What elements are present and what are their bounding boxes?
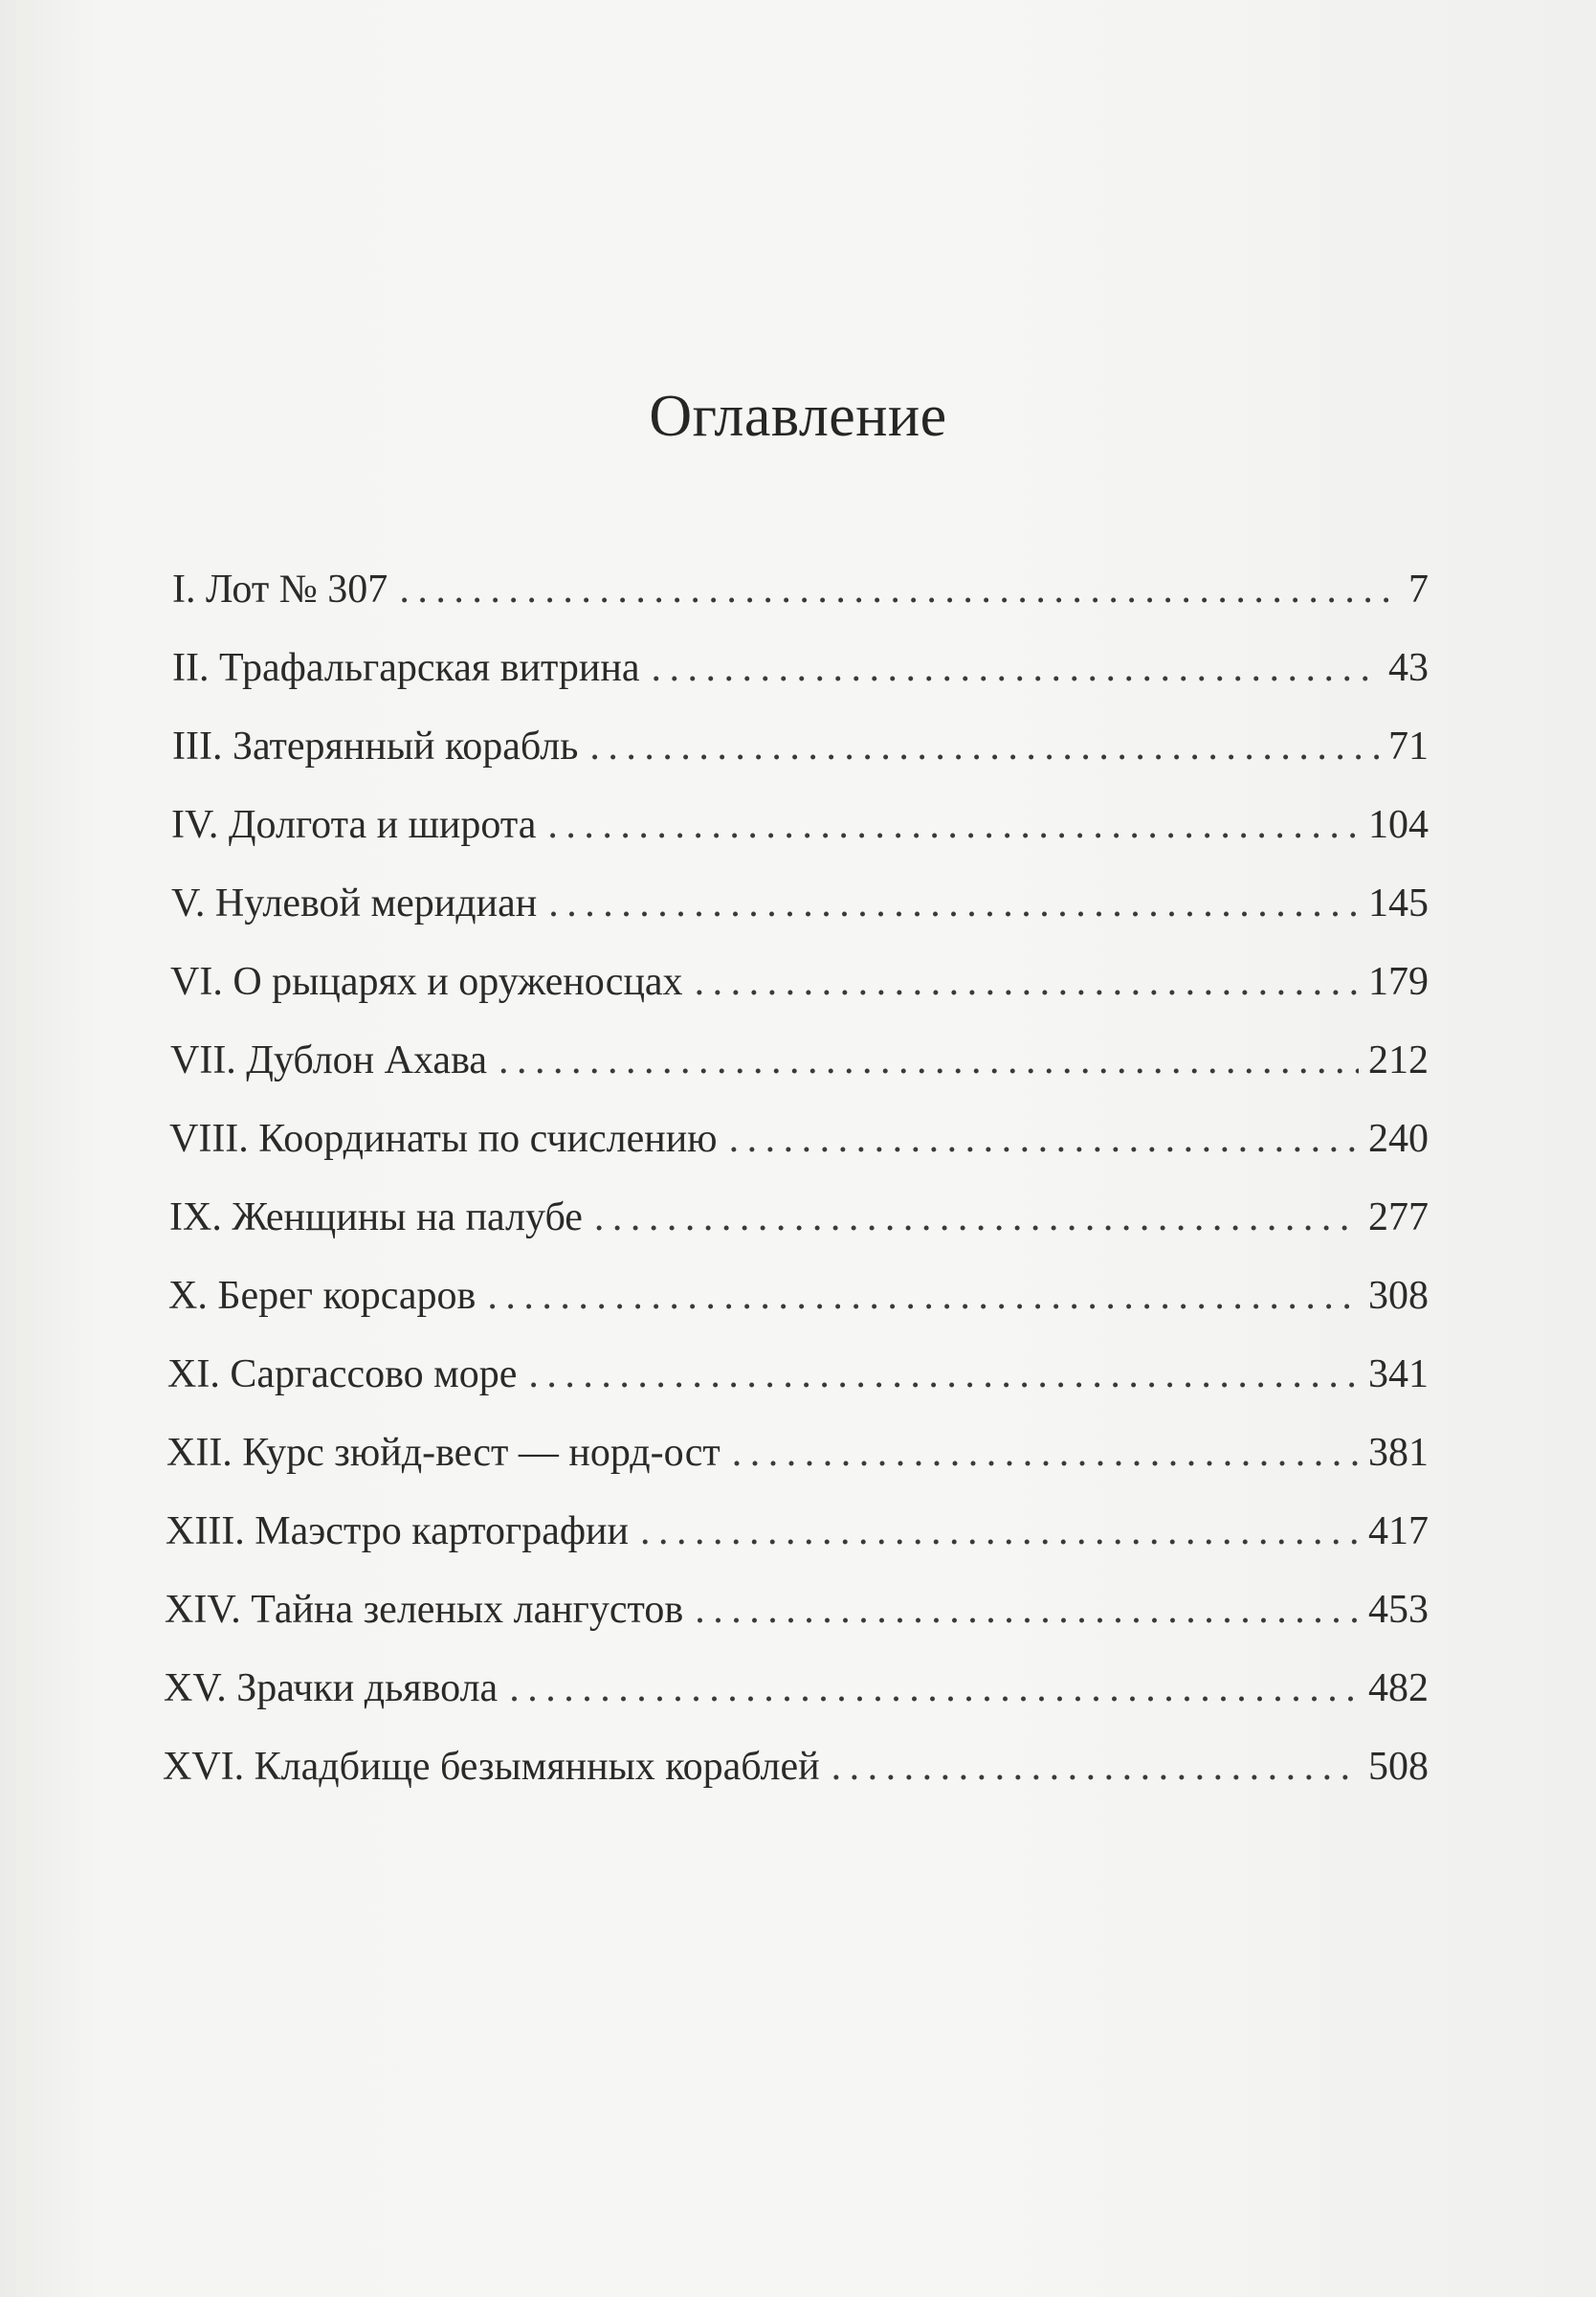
toc-page-number: 179: [1368, 960, 1429, 1004]
toc-page-number: 453: [1368, 1588, 1429, 1632]
toc-entry: [171, 881, 1429, 959]
toc-chapter-title: IV. Долгота и широта: [171, 803, 537, 847]
toc-page-number: 417: [1368, 1509, 1429, 1553]
toc-dot-leader: [652, 645, 1379, 691]
toc-dot-leader: [831, 1744, 1359, 1790]
toc-page-number: 145: [1368, 881, 1429, 925]
toc-chapter-title: I. Лот № 307: [172, 568, 388, 612]
toc-dot-leader: [548, 881, 1359, 926]
toc-dot-leader: [695, 959, 1359, 1005]
toc-dot-leader: [547, 802, 1359, 848]
toc-page-number: 308: [1368, 1274, 1429, 1318]
toc-entry: [166, 1430, 1429, 1508]
toc-chapter-title: II. Трафальгарская витрина: [172, 646, 640, 690]
toc-chapter-title: XIII. Маэстро картографии: [166, 1509, 630, 1553]
toc-page-number: 482: [1368, 1666, 1429, 1710]
toc-entry: [172, 567, 1429, 645]
toc-dot-leader: [487, 1273, 1359, 1319]
toc-entry: [164, 1665, 1429, 1744]
toc-page-number: 508: [1368, 1745, 1429, 1789]
toc-dot-leader: [729, 1116, 1359, 1162]
toc-page-number: 7: [1408, 568, 1429, 612]
toc-chapter-title: V. Нулевой меридиан: [171, 881, 538, 925]
toc-entry: [168, 1273, 1429, 1351]
toc-dot-leader: [640, 1508, 1359, 1554]
toc-chapter-title: X. Берег корсаров: [168, 1274, 477, 1318]
toc-entry: [163, 1744, 1429, 1822]
toc-page-number: 240: [1368, 1117, 1429, 1161]
toc-dot-leader: [528, 1351, 1359, 1397]
toc-entry: [167, 1351, 1429, 1430]
toc-chapter-title: XV. Зрачки дьявола: [164, 1666, 499, 1710]
toc-dot-leader: [509, 1665, 1359, 1711]
toc-entry: [170, 959, 1429, 1037]
toc-page-number: 341: [1368, 1352, 1429, 1396]
toc-chapter-title: VIII. Координаты по счислению: [169, 1117, 718, 1161]
toc-chapter-title: VI. О рыцарях и оруженосцах: [170, 960, 683, 1004]
toc-entry: [169, 1116, 1429, 1194]
toc-entry: [172, 645, 1429, 724]
toc-entry: [169, 1194, 1429, 1273]
toc-page-number: 104: [1368, 803, 1429, 847]
toc-entry: [165, 1587, 1429, 1665]
toc-page-number: 43: [1388, 646, 1429, 690]
toc-page-number: 277: [1368, 1195, 1429, 1239]
bleed-through-text-top: [172, 53, 1435, 612]
toc-page-number: 71: [1388, 725, 1429, 769]
toc-entry: [170, 1037, 1429, 1116]
bleed-through-text-bottom: [172, 1876, 1435, 2295]
toc-chapter-title: VII. Дублон Ахава: [170, 1038, 487, 1082]
toc-page-number: 381: [1368, 1431, 1429, 1475]
toc-chapter-title: XVI. Кладбище безымянных кораблей: [163, 1745, 820, 1789]
toc-chapter-title: IX. Женщины на палубе: [169, 1195, 583, 1239]
toc-dot-leader: [732, 1430, 1359, 1476]
page-title: Оглавление: [649, 384, 947, 449]
toc-entry: [166, 1508, 1429, 1587]
toc-entry: [171, 802, 1429, 881]
toc-dot-leader: [589, 724, 1379, 769]
toc-dot-leader: [499, 1037, 1359, 1083]
toc-dot-leader: [695, 1587, 1359, 1633]
toc-page-number: 212: [1368, 1038, 1429, 1082]
toc-chapter-title: XI. Саргассово море: [167, 1352, 518, 1396]
toc-dot-leader: [399, 567, 1399, 613]
toc-entry: [172, 724, 1429, 802]
toc-chapter-title: XIV. Тайна зеленых лангустов: [165, 1588, 684, 1632]
table-of-contents: [163, 567, 1429, 1822]
toc-chapter-title: XII. Курс зюйд-вест — норд-ост: [166, 1431, 720, 1475]
toc-dot-leader: [594, 1194, 1359, 1240]
toc-chapter-title: III. Затерянный корабль: [172, 725, 579, 769]
